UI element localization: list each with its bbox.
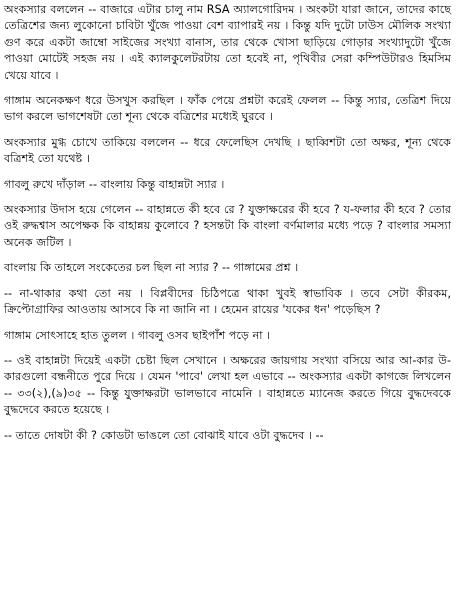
paragraph-6: বাংলায় কি তাহলে সংকেতের চল ছিল না স্যার ? -- গাঙ্গামের প্রশ্ন ।	[4, 261, 299, 275]
paragraph-3: অংকস্যার মুগ্ধ চোখে তাকিয়ে বললেন -- ধরে ফেলেছিস দেখছি । ছাব্বিশটা তো অক্ষর, শূন্য থেকে বত্রিশই তো যথেষ্ট ।	[4, 135, 455, 166]
paragraph-8: গাঙ্গাম সোৎসাহে হাত তুলল । গাবলু ওসব ছাইপাঁশ পড়ে না ।	[4, 328, 271, 342]
paragraph-10: -- তাতে দোষটা কী ? কোডটা ভাঙলে তো বোঝাই যাবে ওটা বুদ্ধদেব । --	[4, 428, 324, 442]
paragraph-1: অংকস্যার বললেন -- বাজারে এটার চালু নাম RSA অ্যালগোরিদম । অংকটা যারা জানে, তাদের কাছে তেত্রিশের জন্য লুকোনো চাবিটা খুঁজে পাওয়া বেশ ব্যাপারই নয় । কিন্তু যদি দুটো ঢাউস মৌলিক সংখ্যা গুণ করে একটা জাম্বো সাইজের সংখ্যা বানাস, তার থেকে খোসা ছাড়িয়ে গোড়ার সংখ্যাদুটো খুঁজে পাওয়া মোটেই সহজ নয় । এই ক্যালকুলেটরটায় তো হবেই না, পৃথিবীর সেরা কম্পিউটারও হিমসিম খেয়ে যাবে ।	[4, 3, 455, 82]
paragraph-2: গাঙ্গাম অনেকক্ষণ ধরে উসখুস করছিল । ফাঁক পেয়ে প্রশ্নটা করেই ফেলল -- কিন্তু স্যার, তেত্রিশ দিয়ে ভাগ করলে ভাগশেষটা তো শূন্য থেকে বত্রিশের মধ্যেই ঘুরবে ।	[4, 94, 455, 124]
paragraph-7: -- না-থাকার কথা তো নয় । বিপ্লবীদের চিঠিপত্রে থাকা খুবই স্বাভাবিক । তবে সেটা কীরকম, ক্রিপ্টোগ্রাফির আওতায় আসবে কি না জানি না । হেমেন রায়ের 'যকের ধন' পড়েছিস ?	[4, 286, 455, 317]
paragraph-4: গাবলু রুখে দাঁড়াল -- বাংলায় কিন্তু বাহান্নটা স্যার ।	[4, 177, 225, 191]
paragraph-9: -- ওই বাহান্নটা দিয়েই একটা চেষ্টা ছিল সেখানে । অক্ষরের জায়গায় সংখ্যা বসিয়ে আর আ-কার উ-কারগুলো বন্ধনীতে পুরে দিয়ে । যেমন 'পাবে' লেখা হল এভাবে -- অংকস্যার একটা কাগজে লিখলেন -- ৩৩(২),(৯)৩৫ -- কিন্তু যুক্তাক্ষরটা ভালভাবে নামেনি । বাহান্নতে ম্যানেজ করতে গিয়ে বুদ্ধদেবকে বুদ্ধদেবে করতে হয়েছে ।	[4, 353, 455, 417]
paragraph-5: অংকস্যার উদাস হয়ে গেলেন -- বাহান্নতে কী হবে রে ? যুক্তাক্ষরের কী হবে ? য-ফলার কী হবে ? তোর ওই রুদ্ধশ্বাস অপেক্ষক কি বাহান্নয় কুলোবে ? হসন্তটা কি বাংলা বর্ণমালার মধ্যে পড়ে ? বাংলার সমস্যা অনেক জটিল ।	[4, 203, 455, 249]
